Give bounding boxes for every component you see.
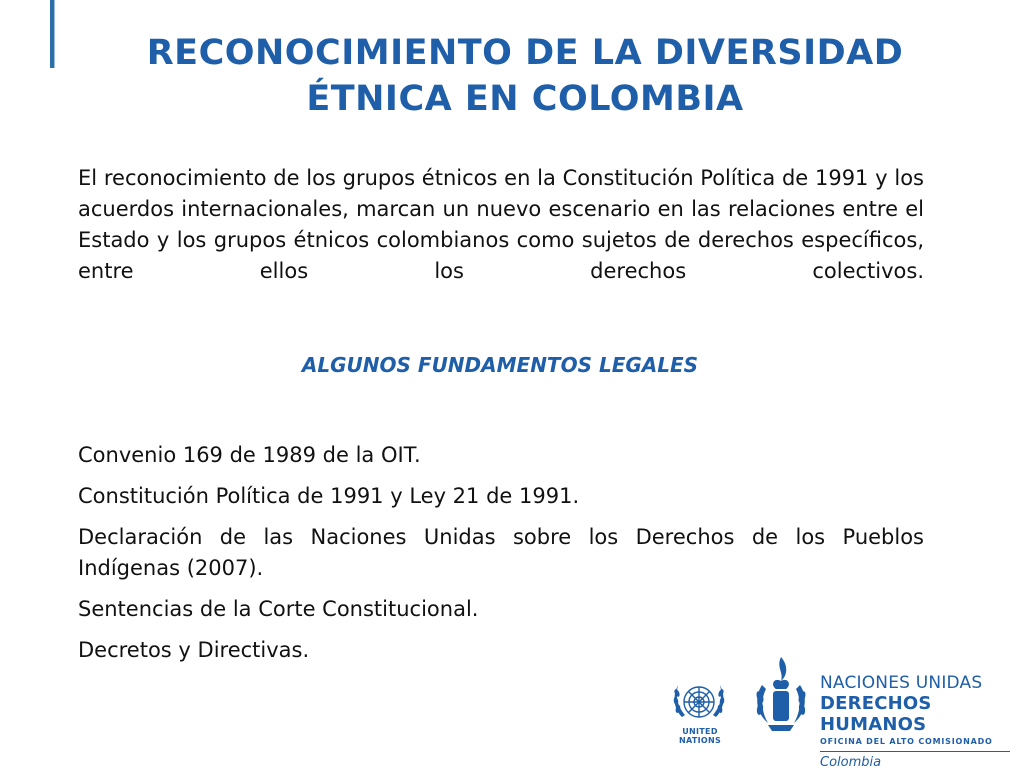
legal-item: Decretos y Directivas. <box>78 638 310 662</box>
legal-item: Declaración de las Naciones Unidas sobre los Derechos de los Pueblos Indígenas (2007). <box>78 525 924 580</box>
ohchr-emblem-icon <box>748 655 814 735</box>
legal-item: Constitución Política de 1991 y Ley 21 de 1991. <box>78 484 580 508</box>
intro-paragraph: El reconocimiento de los grupos étnicos en la Constitución Política de 1991 y los acuerdos internacionales, marcan un nuevo escenario en las relaciones entre el Estado y los grupos étnicos colombianos como sujetos de derechos específicos, entre ellos los derechos colectivos. <box>78 166 924 283</box>
legal-item: Sentencias de la Corte Constitucional. <box>78 597 479 621</box>
ohchr-line3: OFICINA DEL ALTO COMISIONADO <box>820 735 1010 752</box>
section-subtitle: ALGUNOS FUNDAMENTOS LEGALES <box>301 353 699 377</box>
slide-title <box>60 30 990 122</box>
slide-title-line1: RECONOCIMIENTO DE LA DIVERSIDAD <box>146 33 904 73</box>
ohchr-line1: NACIONES UNIDAS <box>820 673 983 693</box>
slide-title-line2: ÉTNICA EN COLOMBIA <box>306 79 744 119</box>
legal-item: Convenio 169 de 1989 de la OIT. <box>78 443 421 467</box>
ohchr-line4: Colombia <box>820 755 882 770</box>
ohchr-line2: DERECHOS HUMANOS <box>820 693 932 735</box>
accent-bar <box>50 0 54 68</box>
legal-foundations-list <box>78 440 924 676</box>
ohchr-wordmark <box>820 673 1010 773</box>
un-logo-label: UNITED NATIONS <box>678 727 722 745</box>
